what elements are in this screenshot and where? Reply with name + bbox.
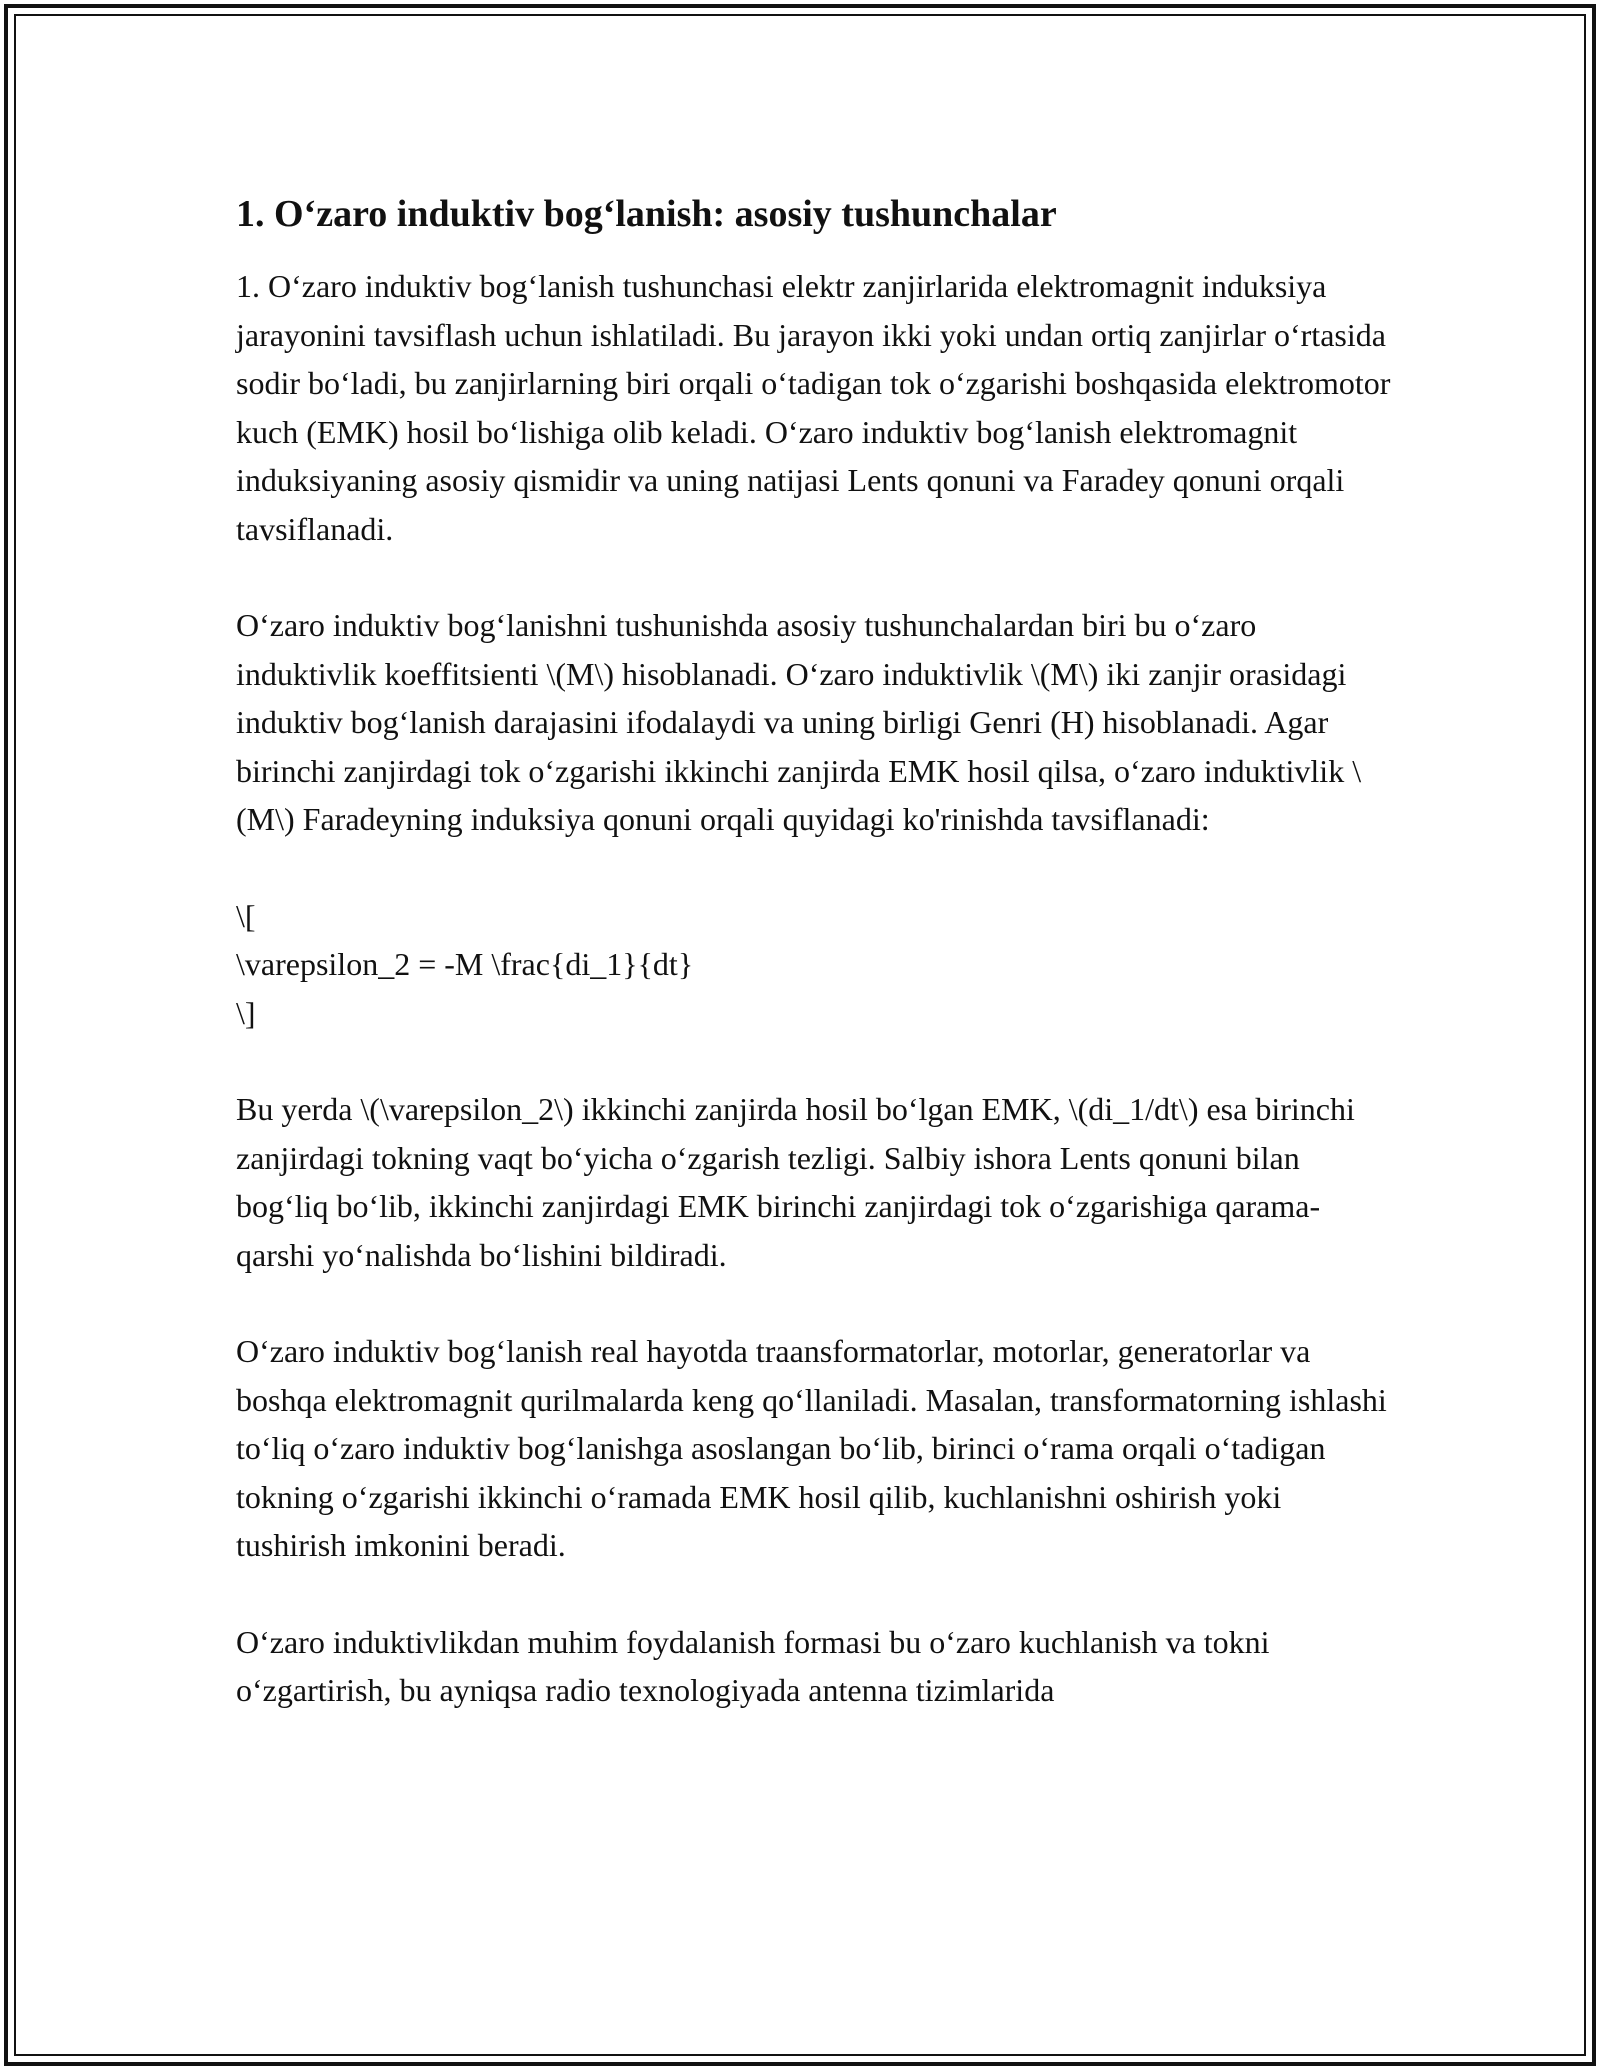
formula-block	[236, 892, 1396, 1038]
section-title: 1. O‘zaro induktiv bog‘lanish: asosiy tushunchalar	[236, 193, 1057, 235]
document-body	[236, 188, 1396, 1763]
formula-close-delimiter: \]	[236, 994, 256, 1031]
paragraph-mutual-inductance: O‘zaro induktiv bog‘lanishni tushunishda asosiy tushunchalardan biri bu o‘zaro induktivlik koeffitsienti \(M\) hisoblanadi. O‘zaro induktivlik \(M\) iki zanjir orasidagi induktiv bog‘lanish darajasini ifodalaydi va uning birligi Genri (H) hisoblanadi. Agar birinchi zanjirdagi tok o‘zgarishi ikkinchi zanjirda EMK hosil qilsa, o‘zaro induktivlik \(M\) Faradeyning induksiya qonuni orqali quyidagi ko'rinishda tavsiflanadi:	[236, 607, 1362, 837]
paragraph-intro: 1. O‘zaro induktiv bog‘lanish tushunchasi elektr zanjirlarida elektromagnit induksiya jarayonini tavsiflash uchun ishlatiladi. Bu jarayon ikki yoki undan ortiq zanjirlar o‘rtasida sodir bo‘ladi, bu zanjirlarning biri orqali o‘tadigan tok o‘zgarishi boshqasida elektromotor kuch (EMK) hosil bo‘lishiga olib keladi. O‘zaro induktiv bog‘lanish elektromagnit induksiyaning asosiy qismidir va uning natijasi Lents qonuni va Faradey qonuni orqali tavsiflanadi.	[236, 268, 1391, 547]
formula-body: \varepsilon_2 = -M \frac{di_1}{dt}	[236, 946, 694, 982]
paragraph-applications: O‘zaro induktiv bog‘lanish real hayotda traansformatorlar, motorlar, generatorlar va boshqa elektromagnit qurilmalarda keng qo‘llaniladi. Masalan, transformatorning ishlashi to‘liq o‘zaro induktiv bog‘lanishga asoslangan bo‘lib, birinci o‘rama orqali o‘tadigan tokning o‘zgarishi ikkinchi o‘ramada EMK hosil qilib, kuchlanishni oshirish yoki tushirish imkonini beradi.	[236, 1333, 1387, 1563]
formula-open-delimiter: \[	[236, 897, 256, 934]
paragraph-formula-explanation: Bu yerda \(\varepsilon_2\) ikkinchi zanjirda hosil bo‘lgan EMK, \(di_1/dt\) esa birinchi zanjirdagi tokning vaqt bo‘yicha o‘zgarish tezligi. Salbiy ishora Lents qonuni bilan bog‘liq bo‘lib, ikkinchi zanjirdagi EMK birinchi zanjirdagi tok o‘zgarishiga qarama-qarshi yo‘nalishda bo‘lishini bildiradi.	[236, 1091, 1355, 1273]
paragraph-usage: O‘zaro induktivlikdan muhim foydalanish formasi bu o‘zaro kuchlanish va tokni o‘zgartirish, bu ayniqsa radio texnologiyada antenna tizimlarida	[236, 1623, 1270, 1708]
